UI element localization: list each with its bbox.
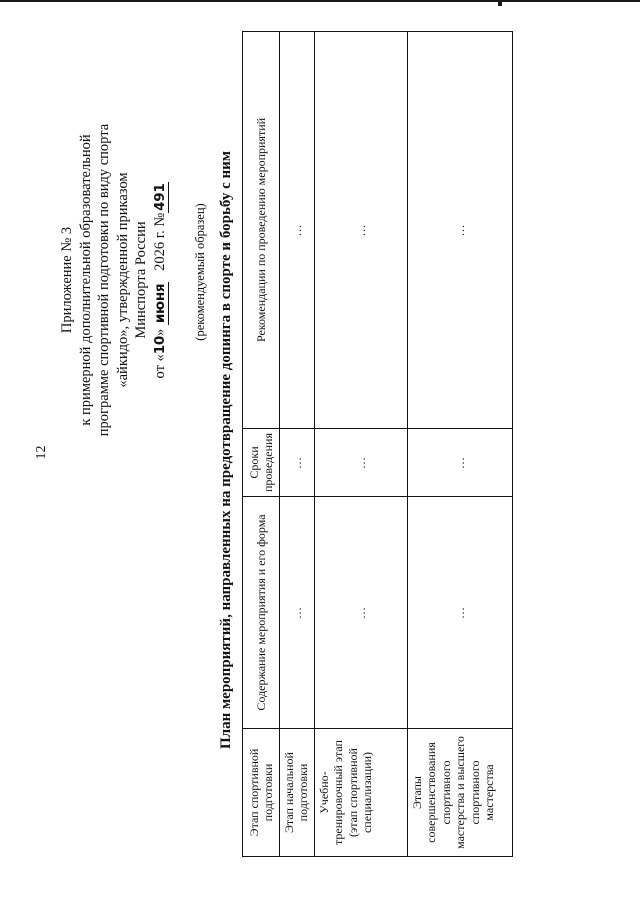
table-row [280, 32, 315, 857]
cell-content: … [408, 497, 513, 729]
order-month: июня [151, 283, 168, 324]
cell-stage: Этап начальной подготовки [280, 729, 315, 857]
sample-note: (рекомендуемый образец) [193, 203, 207, 341]
order-line [151, 80, 170, 480]
order-day: 10 [151, 336, 168, 355]
order-year: 2026 г. [151, 230, 168, 271]
plan-title: План мероприятий, направленных на предотвращение допинга в спорте и борьбу с ним [218, 151, 234, 750]
cell-recommendations: … [280, 32, 315, 429]
order-prefix: от « [151, 354, 168, 379]
table-row [408, 32, 513, 857]
header-content: Содержание мероприятия и его форма [243, 497, 280, 729]
cell-recommendations: … [315, 32, 408, 429]
page-number: 12 [34, 445, 49, 460]
order-number-blank [152, 182, 169, 213]
table-row [315, 32, 408, 857]
order-mid: » [151, 325, 168, 336]
appendix-header [58, 80, 170, 480]
appendix-line-4: Минспорта России [133, 221, 150, 339]
header-stage: Этап спортивной подготовки [243, 729, 280, 857]
appendix-line-1: к примерной дополнительной образовательной [77, 134, 94, 426]
header-recommendations: Рекомендации по проведению мероприятий [243, 32, 280, 429]
plan-table [242, 31, 513, 857]
cell-stage: Учебно-тренировочный этап (этап спортивной специализации) [315, 729, 408, 857]
appendix-line-3: «айкидо», утвержденной приказом [114, 172, 131, 388]
cell-timing: … [315, 429, 408, 497]
cell-recommendations: … [408, 32, 513, 429]
appendix-title: Приложение № 3 [59, 226, 75, 334]
appendix-line-2: программе спортивной подготовки по виду спорта [96, 123, 113, 437]
header-timing: Сроки проведения [243, 429, 280, 497]
table-header-row [243, 32, 280, 857]
cell-content: … [280, 497, 315, 729]
cell-timing: … [408, 429, 513, 497]
cell-timing: … [280, 429, 315, 497]
cell-content: … [315, 497, 408, 729]
cell-stage: Этапы совершенствования спортивного мастерства и высшего спортивного мастерства [408, 729, 513, 857]
order-month-blank [152, 282, 169, 325]
order-no-label: № [151, 212, 168, 227]
order-number: 491 [151, 183, 168, 211]
